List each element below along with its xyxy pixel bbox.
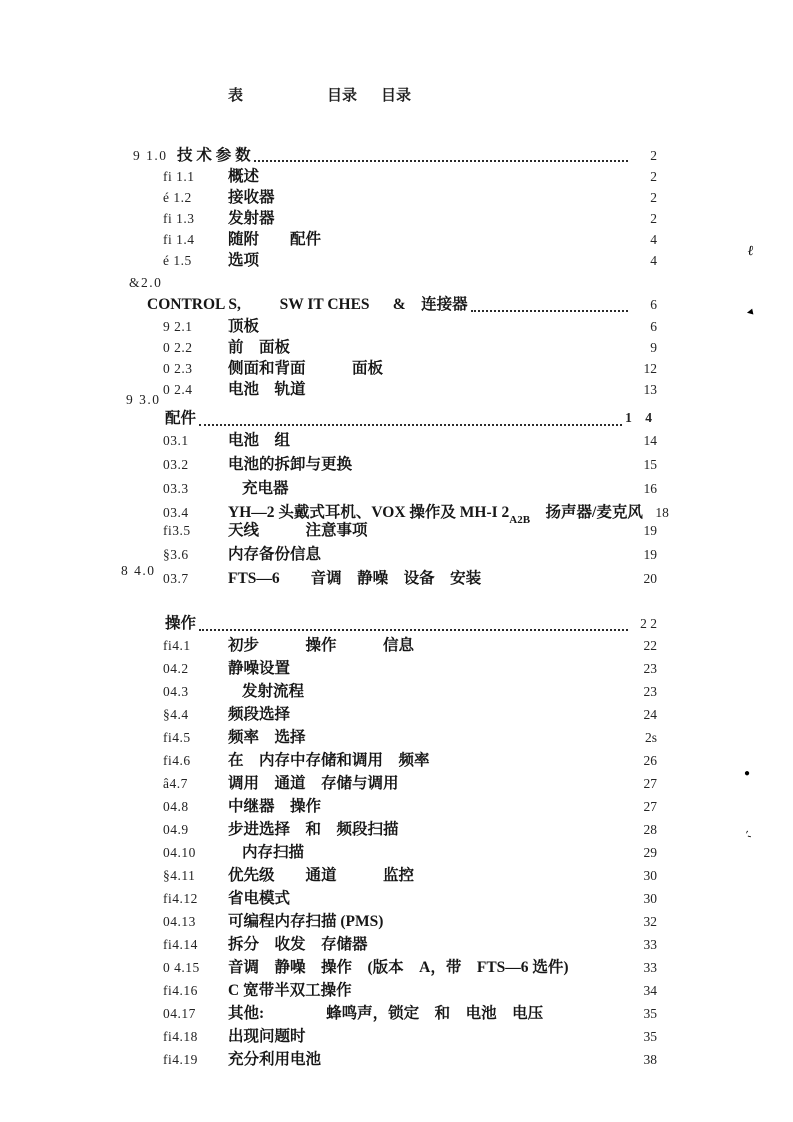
toc-entry [0, 889, 793, 912]
toc-entry-page: 30 [643, 868, 657, 883]
toc-entry [0, 820, 793, 843]
toc-entry-number: 0 2.2 [163, 340, 193, 355]
toc-entry-title: 电池 组 [228, 432, 291, 449]
toc-entry-title: 电池的拆卸与更换 [228, 456, 353, 473]
toc-entry-title: 其他: 蜂鸣声，锁定 和 电池 电压 [228, 1005, 544, 1022]
toc-entry-number: fi4.1 [163, 638, 191, 653]
toc-entry [0, 359, 793, 380]
header-label-contents-2: 目录 [381, 88, 412, 104]
toc-entry-page: 14 [643, 433, 657, 448]
toc-entry-page: 15 [643, 457, 657, 472]
toc-entry-page: 18 [655, 505, 669, 520]
toc-entry-number: â4.7 [163, 776, 188, 791]
toc-entry-title: 音调 静噪 操作 (版本 A，带 FTS—6 选件) [228, 959, 569, 976]
toc-entry-page: 19 [643, 547, 657, 562]
toc-entry-title: 可编程内存扫描 (PMS) [228, 913, 384, 930]
toc-entry-page: 13 [643, 382, 657, 397]
toc-entry [0, 521, 793, 545]
toc-entry-title: 电池 轨道 [228, 381, 306, 398]
toc-entry-number: 03.1 [163, 433, 189, 448]
toc-entry-page: 12 [643, 361, 657, 376]
toc-entry-title: C 宽带半双工操作 [228, 982, 352, 999]
toc-entry [0, 431, 793, 455]
toc-entry-page: 27 [643, 776, 657, 791]
toc-entry-page: 4 [650, 232, 657, 247]
ink-speck-4: ʹ- [743, 827, 754, 843]
toc-entry-title: 充分利用电池 [228, 1051, 322, 1068]
toc-entry-title: 前 面板 [228, 339, 291, 356]
toc-entry-number: fi 1.4 [163, 232, 195, 247]
toc-entry-page: 1 4 [625, 410, 657, 425]
toc-entry [0, 251, 793, 272]
toc-entry-number: fi4.19 [163, 1052, 198, 1067]
toc-entry [0, 146, 793, 167]
header-label-table: 表 [228, 88, 244, 104]
toc-entry-page: 30 [643, 891, 657, 906]
toc-entry-title: 内存备份信息 [228, 546, 322, 563]
toc-entry-page: 32 [643, 914, 657, 929]
toc-entry [0, 1050, 793, 1073]
header-label-contents: 目录 [327, 88, 358, 104]
toc-entry-number: 9 2.1 [163, 319, 193, 334]
toc-entry-title: 步进选择 和 频段扫描 [228, 821, 399, 838]
toc-entry [0, 188, 793, 209]
toc-entry [0, 958, 793, 981]
toc-entry [0, 751, 793, 774]
toc-entry-title: 优先级 通道 监控 [228, 867, 415, 884]
toc-entry-title: 出现问题时 [228, 1028, 306, 1045]
toc-entry-number: fi3.5 [163, 523, 191, 538]
toc-entry-page: 29 [643, 845, 657, 860]
toc-entry-title: 初步 操作 信息 [228, 637, 415, 654]
toc-entry-title: 静噪设置 [228, 660, 291, 677]
toc-entry-title: 中继器 操作 [228, 798, 322, 815]
toc-entry-title: 顶板 [228, 318, 260, 335]
toc-entry-number: 04.9 [163, 822, 189, 837]
toc-entry [0, 380, 793, 401]
toc-entry-page: 35 [643, 1006, 657, 1021]
toc-entry [0, 167, 793, 188]
toc-entry-page: 2 [650, 169, 657, 184]
toc-entry-page: 20 [643, 571, 657, 586]
toc-entry-number: 03.7 [163, 571, 189, 586]
toc-entry-title: 概述 [228, 168, 260, 185]
toc-entry-title: 配件 [165, 410, 197, 427]
toc-entry-title: 侧面和背面 面板 [228, 360, 384, 377]
toc-entry-number: 03.2 [163, 457, 189, 472]
toc-entry-page: 34 [643, 983, 657, 998]
toc-entry-number: §3.6 [163, 547, 189, 562]
toc-entry-number: fi4.5 [163, 730, 191, 745]
toc-entry-number: 04.2 [163, 661, 189, 676]
toc-entry [0, 455, 793, 479]
toc-entry-title: 随附 配件 [228, 231, 322, 248]
toc-entry [0, 797, 793, 820]
toc-entry-title: 频段选择 [228, 706, 291, 723]
dotted-leader [199, 424, 622, 426]
toc-entry-number: fi4.12 [163, 891, 198, 906]
toc-entry [0, 230, 793, 251]
toc-entry [0, 705, 793, 728]
toc-entry-number: 04.13 [163, 914, 196, 929]
ink-speck-1: ℓ [746, 243, 755, 260]
toc-entry-page: 2 2 [640, 616, 657, 631]
toc-entry-title-cont: 扬声器/麦克风 [530, 504, 643, 521]
toc-entry-page: 9 [650, 340, 657, 355]
toc-entry-number: é 1.5 [163, 253, 192, 268]
toc-entry [0, 569, 793, 593]
toc-entry-page: 22 [643, 638, 657, 653]
toc-entry-number: fi4.18 [163, 1029, 198, 1044]
toc-entry-title: 充电器 [242, 480, 289, 497]
toc-entry [0, 295, 793, 317]
toc-entry-number: 0 2.4 [163, 382, 193, 397]
toc-entry-title: 频率 选择 [228, 729, 306, 746]
toc-entry-page: 19 [643, 523, 657, 538]
toc-entry-title: 省电模式 [228, 890, 291, 907]
toc-entry-number: 04.10 [163, 845, 196, 860]
toc-entry-number: 03.3 [163, 481, 189, 496]
toc-entry-number: fi 1.1 [163, 169, 195, 184]
toc-entry-number: fi 1.3 [163, 211, 195, 226]
toc-entry [0, 1004, 793, 1027]
toc-entry-number: é 1.2 [163, 190, 192, 205]
toc-entry [0, 338, 793, 359]
toc-entry-page: 4 [650, 253, 657, 268]
section-number-2: &2.0 [129, 275, 163, 290]
toc-entry-number: 04.3 [163, 684, 189, 699]
toc-entry-page: 6 [650, 297, 657, 312]
toc-entry-page: 35 [643, 1029, 657, 1044]
toc-entry-number: fi4.16 [163, 983, 198, 998]
ink-speck-2: ◄ [743, 306, 756, 319]
toc-entry-number: §4.4 [163, 707, 189, 722]
toc-entry [0, 774, 793, 797]
toc-entry-title: 在 内存中存储和调用 频率 [228, 752, 430, 769]
toc-entry [0, 545, 793, 569]
toc-entry [0, 409, 793, 431]
toc-entry-page: 6 [650, 319, 657, 334]
toc-entry [0, 614, 793, 636]
toc-entry [0, 866, 793, 889]
toc-entry-page: 24 [643, 707, 657, 722]
toc-entry-page: 2 [650, 190, 657, 205]
toc-entry [0, 912, 793, 935]
toc-entry-title: 选项 [228, 252, 260, 269]
toc-entry [0, 843, 793, 866]
toc-entry-number: 03.4 [163, 505, 189, 520]
toc-entry-page: 2 [650, 148, 657, 163]
dotted-leader [254, 160, 628, 162]
toc-entry-number: 0 2.3 [163, 361, 193, 376]
toc-entry-number: §4.11 [163, 868, 196, 883]
toc-entry-title: YH—2 头戴式耳机、VOX 操作及 MH-I 2 [228, 504, 510, 521]
toc-entry-title: 天线 注意事项 [228, 522, 368, 539]
toc-entry-title: 发射流程 [242, 683, 305, 700]
toc-entry-title: 操作 [165, 615, 197, 632]
toc-entry-number: 0 4.15 [163, 960, 200, 975]
toc-entry-title: 发射器 [228, 210, 275, 227]
toc-entry-page: 23 [643, 661, 657, 676]
toc-entry-page: 23 [643, 684, 657, 699]
toc-entry [0, 209, 793, 230]
toc-entry-page: 33 [643, 937, 657, 952]
toc-entry-page: 2 [650, 211, 657, 226]
toc-entry-subscript: A2B [509, 514, 531, 526]
toc-entry-title: 内存扫描 [242, 844, 305, 861]
toc-entry-number: fi4.6 [163, 753, 191, 768]
toc-entry-number: 04.8 [163, 799, 189, 814]
toc-entry-title: 拆分 收发 存储器 [228, 936, 368, 953]
toc-entry [0, 479, 793, 503]
toc-entry-title: 接收器 [228, 189, 275, 206]
toc-entry-page: 33 [643, 960, 657, 975]
toc-entry-page: 28 [643, 822, 657, 837]
section-number-4: 8 4.0 [121, 563, 156, 578]
toc-entry-page: 16 [643, 481, 657, 496]
toc-entry [0, 636, 793, 659]
toc-entry-title: 技 术 参 数 [177, 147, 251, 164]
toc-entry-number: 9 1.0 [133, 148, 168, 163]
dotted-leader [199, 629, 628, 631]
toc-entry-title: 调用 通道 存储与调用 [228, 775, 399, 792]
toc-entry-page: 2s [644, 730, 657, 745]
toc-entry [0, 981, 793, 1004]
toc-entry-page: 26 [643, 753, 657, 768]
toc-entry-title: FTS—6 音调 静噪 设备 安装 [228, 570, 482, 587]
toc-entry-page: 38 [643, 1052, 657, 1067]
section-number-3: 9 3.0 [126, 392, 161, 407]
toc-entry-page: 27 [643, 799, 657, 814]
ink-speck-3: ● [744, 768, 751, 779]
toc-entry-number: 04.17 [163, 1006, 196, 1021]
toc-entry [0, 728, 793, 751]
toc-entry [0, 659, 793, 682]
toc-entry-number: fi4.14 [163, 937, 198, 952]
toc-entry [0, 682, 793, 705]
toc-entry [0, 1027, 793, 1050]
toc-list [0, 140, 793, 1073]
toc-entry [0, 935, 793, 958]
toc-entry [0, 317, 793, 338]
dotted-leader [471, 310, 628, 312]
toc-entry-title: CONTROL S, SW IT CHES & 连接器 [147, 296, 468, 313]
